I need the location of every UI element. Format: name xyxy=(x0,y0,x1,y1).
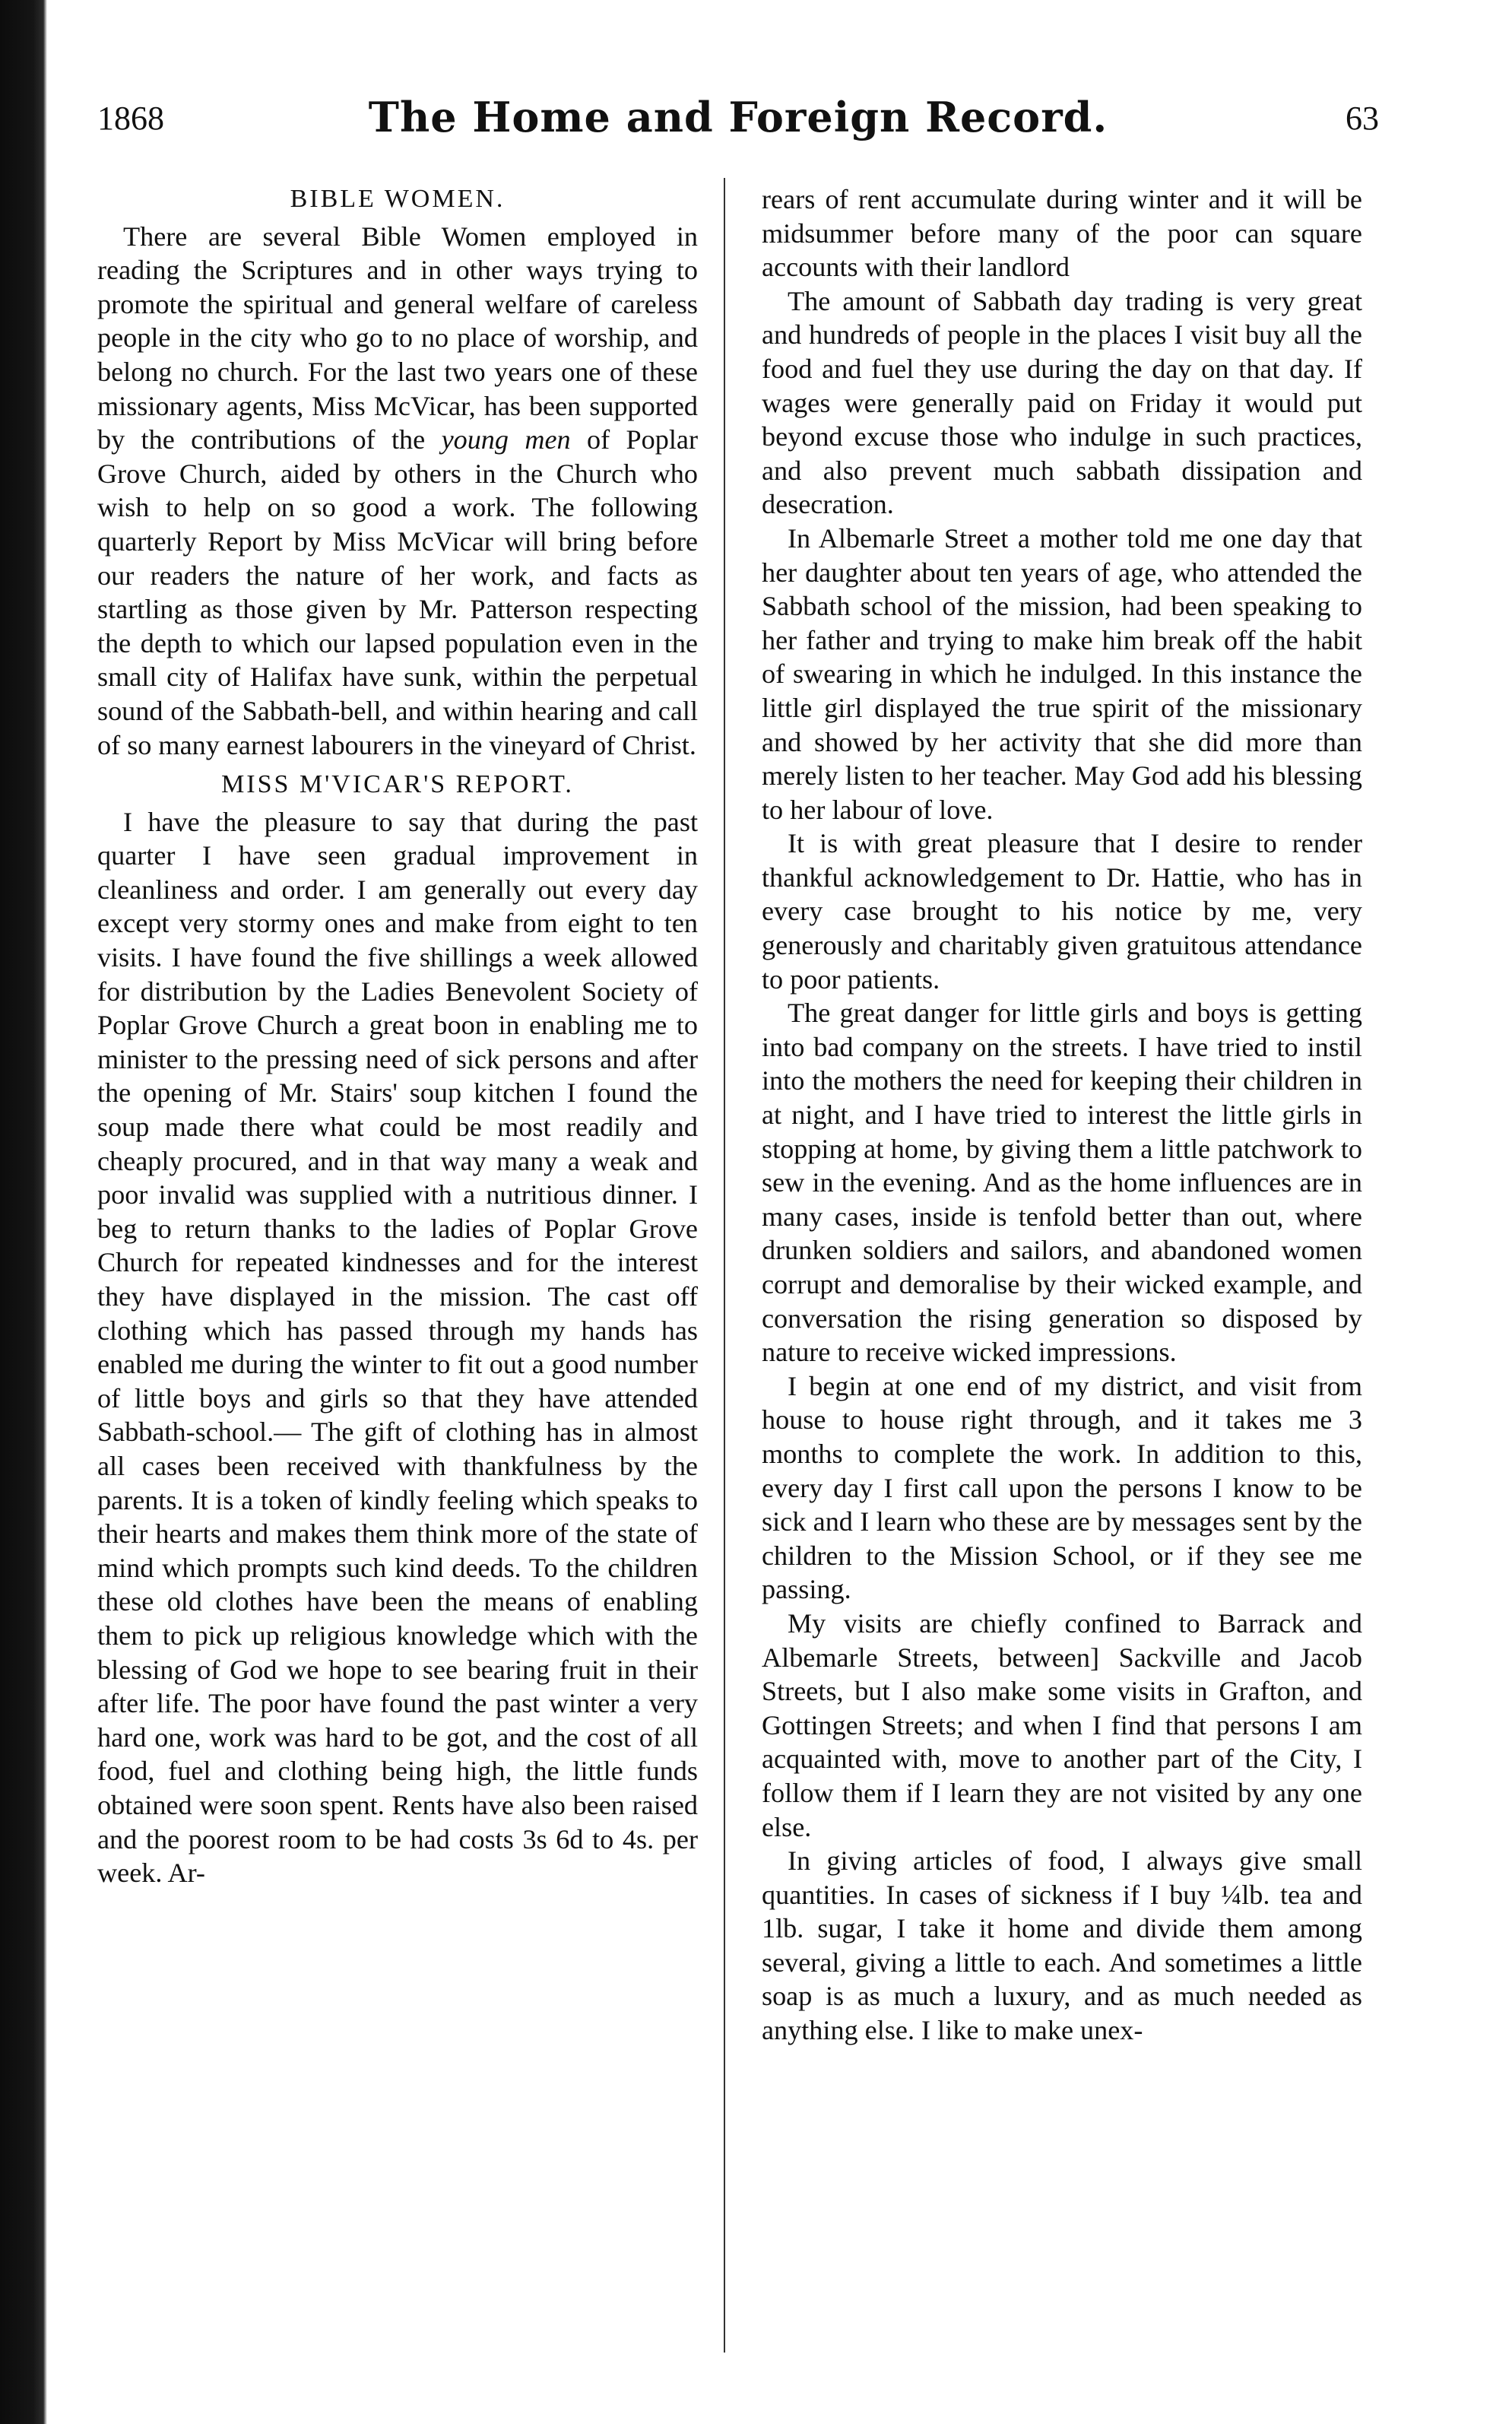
left-column xyxy=(97,182,698,2365)
paragraph-food-distribution: In giving articles of food, I always give small quantities. In cases of sickness if I buy ¼lb. tea and 1lb. sugar, I take it home and divide them among several, giving a little to each. And sometimes a little soap is as much a luxury, and as much needed as anything else. I like to make unex- xyxy=(762,1845,1362,2046)
paragraph-visit-locations: My visits are chiefly confined to Barrack and Albemarle Streets, between] Sackville and Jacob Streets, but I also make some visits in Grafton, and Gottingen Streets; and when I find that persons I am acquainted with, move to another part of the City, I follow them if I learn they are not visited by any one else. xyxy=(762,1607,1362,1842)
paragraph-text: of Poplar Grove Church, aided by others in the Church who wish to help on so good a work. The following quarterly Report by Miss McVicar will bring before our readers the nature of her work, and facts as startling as those given by Mr. Patterson respecting the depth to which our lapsed population even in the small city of Halifax have sunk, within the perpetual sound of the Sabbath-bell, and within hearing and call of so many earnest labourers in the vineyard of Christ. xyxy=(97,424,698,760)
header-year: 1868 xyxy=(97,100,164,137)
paragraph-arrears-continued: rears of rent accumulate during winter and it will be midsummer before many of the poor can square accounts with their landlord xyxy=(762,184,1362,283)
running-header xyxy=(97,91,1379,152)
right-column xyxy=(762,182,1362,2365)
paragraph-district-visits: I begin at one end of my district, and visit from house to house right through, and it takes me 3 months to complete the work. In addition to this, every day I first call upon the persons I know to be sick and I learn who these are by messages sent by the children to the Mission School, or if they see me passing. xyxy=(762,1370,1362,1605)
paragraph-street-danger: The great danger for little girls and boys is getting into bad company on the streets. I have tried to instil into the mothers the need for keeping their children in at night, and I have tried to interest the little girls in stopping at home, by giving them a little patchwork to sew in the evening. And as the home influences are in many cases, inside is tenfold better than out, where drunken soldiers and sailors, and abandoned women corrupt and demoralise by their wicked example, and conversation the rising generation so disposed by nature to receive wicked impressions. xyxy=(762,998,1362,1368)
paragraph-albemarle-street: In Albemarle Street a mother told me one day that her daughter about ten years of age, who attended the Sabbath school of the mission, had been speaking to her father and trying to make him break off the habit of swearing in which he indulged. In this instance the little girl displayed the true spirit of the missionary and showed by her activity that she did more than merely listen to her teacher. May God add his blessing to her labour of love. xyxy=(762,522,1362,825)
journal-title: The Home and Foreign Record. xyxy=(368,93,1108,141)
page-number: 63 xyxy=(1346,100,1379,137)
italic-young-men: young men xyxy=(441,424,571,455)
paragraph-sabbath-trading: The amount of Sabbath day trading is very great and hundreds of people in the places I visit buy all the food and fuel they use during the day on that day. If wages were generally paid on Friday it would put beyond excuse those who indulge in such practices, and also prevent much sabbath dissipation and desecration. xyxy=(762,285,1362,520)
column-divider xyxy=(724,178,725,2353)
paragraph-bible-women xyxy=(97,220,698,763)
section-heading-bible-women: BIBLE WOMEN. xyxy=(290,185,506,213)
book-spine-shadow xyxy=(0,0,47,2424)
paragraph-report-opening: I have the pleasure to say that during the past quarter I have seen gradual improvement in cleanliness and order. I am generally out every day except very stormy ones and make from eight to ten visits. I have found the five shillings a week allowed for distribution by the Ladies Benevolent Society of Poplar Grove Church a great boon in enabling me to minister to the pressing need of sick persons and after the opening of Mr. Stairs' soup kitchen I found the soup made there what could be most readily and cheaply procured, and in that way many a weak and poor invalid was supplied with a nutritious dinner. I beg to return thanks to the ladies of Poplar Grove Church for repeated kindnesses and for the interest they have displayed in the mission. The cast off clothing which has passed through my hands has enabled me during the winter to fit out a good number of little boys and girls so that they have attended Sabbath-school.— The gift of clothing has in almost all cases been received with thankfulness by the parents. It is a token of kindly feeling which speaks to their hearts and makes them think more of the state of mind which prompts such kind deeds. To the children these old clothes have been the means of enabling them to pick up religious knowledge which with the blessing of God we hope to see bearing fruit in their after life. The poor have found the past winter a very hard one, work was hard to be got, and the cost of all food, fuel and clothing being high, the little funds obtained were soon spent. Rents have also been raised and the poorest room to be had costs 3s 6d to 4s. per week. Ar- xyxy=(97,806,698,1889)
paragraph-dr-hattie: It is with great pleasure that I desire to render thankful acknowledgement to Dr. Hattie, who has in every case brought to his notice by me, very generously and charitably given gratuitous attendance to poor patients. xyxy=(762,828,1362,995)
section-heading-report: MISS M'VICAR'S REPORT. xyxy=(221,770,574,799)
paragraph-text: There are several Bible Women employed in reading the Scriptures and in other ways trying to promote the spiritual and general welfare of careless people in the city who go to no place of worship, and belong no church. For the last two years one of these missionary agents, Miss McVicar, has been supported by the contributions of the xyxy=(97,221,698,455)
